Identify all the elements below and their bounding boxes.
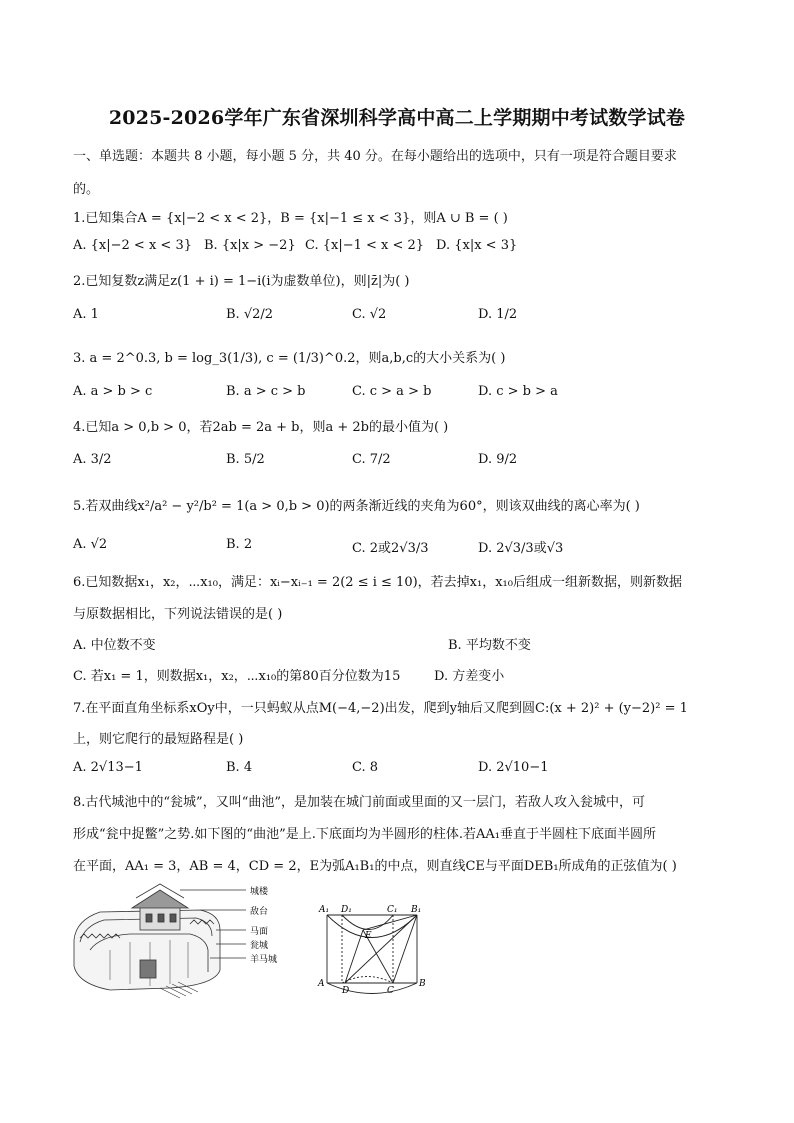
- q6-option-a: A. 中位数不变: [73, 638, 156, 653]
- solid-label-e: E: [365, 931, 372, 941]
- question-6-stem: 6.已知数据x₁，x₂，⋯x₁₀，满足：xᵢ−xᵢ₋₁ = 2(2 ≤ i ≤ 10)，若去掉x₁，x₁₀后组成一组新数据，则新数据: [73, 575, 682, 590]
- castle-figure: [70, 880, 295, 1000]
- solid-label-c: C: [387, 986, 394, 996]
- q3-option-b: B. a > c > b: [226, 384, 306, 399]
- q1-option-a: A. {x|−2 < x < 3}: [73, 238, 192, 253]
- q1-option-d: D. {x|x < 3}: [436, 238, 518, 253]
- q7-option-b: B. 4: [226, 760, 253, 775]
- question-2-stem: 2.已知复数z满足z(1 + i) = 1−i(i为虚数单位)，则|z̄|为( ): [73, 274, 410, 289]
- solid-label-c1: C₁: [387, 905, 398, 915]
- solid-label-d: D: [342, 986, 350, 996]
- question-8-stem: 8.古代城池中的“瓮城”，又叫“曲池”，是加装在城门前面或里面的又一层门，若敌人攻入瓮城中，可: [73, 795, 645, 810]
- question-1-stem: 1.已知集合A = {x|−2 < x < 2}，B = {x|−1 ≤ x < 3}，则A ∪ B = ( ): [73, 211, 508, 226]
- question-6-stem-cont: 与原数据相比，下列说法错误的是( ): [73, 607, 283, 622]
- q7-option-a: A. 2√13−1: [73, 760, 143, 775]
- solid-label-a1: A₁: [319, 905, 330, 915]
- question-7-stem-cont: 上，则它爬行的最短路程是( ): [73, 732, 244, 747]
- q2-option-b: B. √2/2: [226, 307, 274, 322]
- q2-option-c: C. √2: [352, 307, 387, 322]
- q1-option-b: B. {x|x > −2}: [204, 238, 296, 253]
- q4-option-d: D. 9/2: [478, 452, 518, 467]
- castle-label-ditai: 敌台: [250, 907, 269, 917]
- q4-option-a: A. 3/2: [73, 452, 112, 467]
- q5-option-b: B. 2: [226, 537, 253, 552]
- question-3-stem: 3. a = 2^0.3, b = log_3(1/3), c = (1/3)^0.2，则a,b,c的大小关系为( ): [73, 351, 506, 366]
- question-8-stem-cont2: 在平面，AA₁ = 3，AB = 4，CD = 2，E为弧A₁B₁的中点，则直线CE与平面DEB₁所成角的正弦值为( ): [73, 859, 677, 874]
- castle-label-mamian: 马面: [250, 927, 269, 937]
- q3-option-c: C. c > a > b: [352, 384, 432, 399]
- q4-option-b: B. 5/2: [226, 452, 265, 467]
- solid-label-a: A: [318, 979, 325, 989]
- castle-label-wengcheng: 瓮城: [250, 941, 269, 951]
- question-5-stem: 5.若双曲线x²/a² − y²/b² = 1(a > 0,b > 0)的两条渐近线的夹角为60°，则该双曲线的离心率为( ): [73, 499, 640, 514]
- q3-option-a: A. a > b > c: [73, 384, 153, 399]
- q5-option-d: D. 2√3/3或√3: [478, 541, 564, 556]
- q7-option-d: D. 2√10−1: [478, 760, 549, 775]
- half-cylinder-figure: [315, 900, 435, 1000]
- q2-option-d: D. 1/2: [478, 307, 518, 322]
- q5-option-c: C. 2或2√3/3: [352, 541, 429, 556]
- q4-option-c: C. 7/2: [352, 452, 391, 467]
- castle-label-chenglou: 城楼: [250, 887, 269, 897]
- page-title: 2025-2026学年广东省深圳科学高中高二上学期期中考试数学试卷: [108, 107, 686, 129]
- solid-label-b1: B₁: [411, 905, 422, 915]
- q2-option-a: A. 1: [73, 307, 99, 322]
- q6-option-d: D. 方差变小: [434, 669, 505, 684]
- q5-option-a: A. √2: [73, 537, 108, 552]
- q3-option-d: D. c > b > a: [478, 384, 558, 399]
- section-heading: 一、单选题：本题共 8 小题，每小题 5 分，共 40 分。在每小题给出的选项中，只有一项是符合题目要求: [73, 149, 677, 164]
- question-7-stem: 7.在平面直角坐标系xOy中，一只蚂蚁从点M(−4,−2)出发，爬到y轴后又爬到圆C:(x + 2)² + (y−2)² = 1: [73, 701, 688, 716]
- q6-option-c: C. 若x₁ = 1，则数据x₁，x₂，⋯x₁₀的第80百分位数为15: [73, 669, 401, 684]
- solid-label-b: B: [419, 979, 426, 989]
- q7-option-c: C. 8: [352, 760, 379, 775]
- section-heading-cont: 的。: [73, 182, 100, 197]
- q6-option-b: B. 平均数不变: [448, 638, 531, 653]
- question-8-stem-cont: 形成“瓮中捉鳖”之势.如下图的“曲池”是上.下底面均为半圆形的柱体.若AA₁垂直于半圆柱下底面半圆所: [73, 827, 656, 842]
- q1-option-c: C. {x|−1 < x < 2}: [305, 238, 425, 253]
- castle-label-yangmacheng: 羊马城: [250, 955, 278, 965]
- solid-label-d1: D₁: [341, 905, 352, 915]
- question-4-stem: 4.已知a > 0,b > 0，若2ab = 2a + b，则a + 2b的最小值为( ): [73, 420, 449, 435]
